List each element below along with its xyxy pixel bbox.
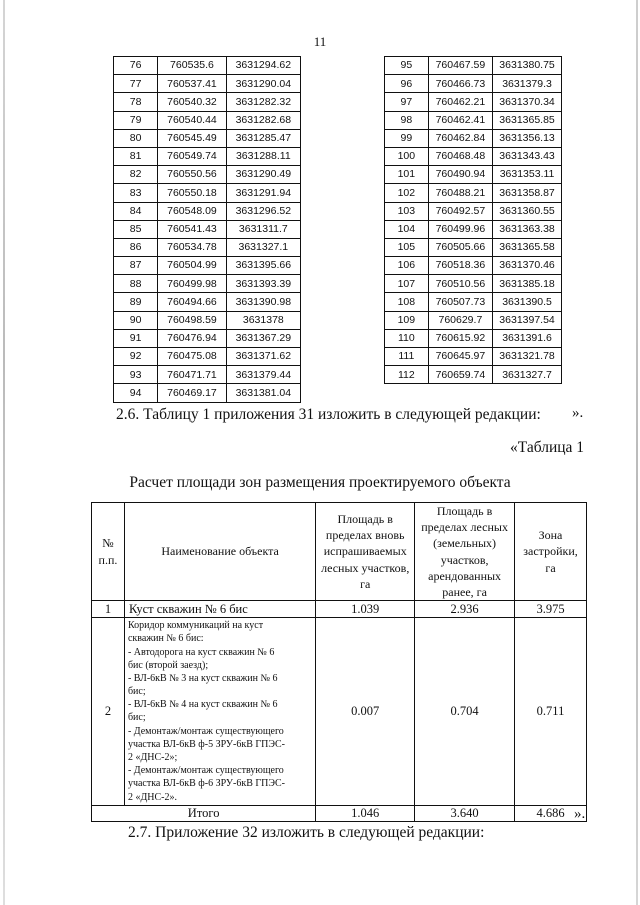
coord-x: 760468.48: [428, 147, 492, 165]
table-row: [385, 57, 562, 75]
point-number: 104: [385, 220, 429, 238]
row1-name: Куст скважин № 6 бис: [124, 601, 315, 618]
area-table-header-row: [92, 503, 587, 601]
table-row: [114, 111, 301, 129]
table-row: [385, 275, 562, 293]
table-row: [385, 220, 562, 238]
area-table: [91, 502, 587, 822]
coord-y: 3631393.39: [226, 275, 300, 293]
table-row: [385, 166, 562, 184]
row2-num: 2: [92, 618, 125, 806]
coord-x: 760534.78: [158, 238, 226, 256]
total-zone: 4.686: [515, 805, 587, 821]
coordinates-table-left: [113, 56, 301, 403]
coord-x: 760488.21: [428, 184, 492, 202]
table-row: [114, 238, 301, 256]
table-row: [385, 184, 562, 202]
header-new-area: Площадь в пределах вновь испрашиваемых лесных участков, га: [316, 503, 415, 601]
point-number: 102: [385, 184, 429, 202]
coord-x: 760548.09: [158, 202, 226, 220]
table-row: [92, 618, 587, 806]
row1-num: 1: [92, 601, 125, 618]
table-row: [114, 257, 301, 275]
row2-name-line: Коридор коммуникаций на куст: [127, 620, 264, 632]
point-number: 95: [385, 57, 429, 75]
coord-x: 760499.98: [158, 275, 226, 293]
point-number: 92: [114, 348, 158, 366]
table-row: [114, 184, 301, 202]
coord-y: 3631296.52: [226, 202, 300, 220]
header-num: № п.п.: [92, 503, 125, 601]
coord-y: 3631343.43: [493, 147, 562, 165]
coord-y: 3631371.62: [226, 348, 300, 366]
coord-y: 3631327.7: [493, 366, 562, 384]
point-number: 111: [385, 348, 429, 366]
coord-y: 3631327.1: [226, 238, 300, 256]
table-row: [92, 601, 587, 618]
point-number: 80: [114, 129, 158, 147]
row2-name-line: 2 «ДНС-2».: [127, 791, 177, 803]
coord-y: 3631380.75: [493, 57, 562, 75]
paragraph-2-6: 2.6. Таблицу 1 приложения 31 изложить в следующей редакции:: [116, 406, 541, 423]
table-row: [385, 202, 562, 220]
table-row: [114, 311, 301, 329]
coord-x: 760466.73: [428, 75, 492, 93]
coord-y: 3631367.29: [226, 329, 300, 347]
table-row: [114, 129, 301, 147]
coord-x: 760507.73: [428, 293, 492, 311]
table-row: [385, 257, 562, 275]
coord-y: 3631370.34: [493, 93, 562, 111]
coord-x: 760645.97: [428, 348, 492, 366]
table-row: [114, 147, 301, 165]
coord-y: 3631363.38: [493, 220, 562, 238]
coord-y: 3631291.94: [226, 184, 300, 202]
table-row: [385, 366, 562, 384]
point-number: 107: [385, 275, 429, 293]
point-number: 88: [114, 275, 158, 293]
row2-name-line: - ВЛ-6кВ № 3 на куст скважин № 6: [127, 672, 278, 684]
coordinates-table-right: [384, 56, 562, 384]
table-row: [114, 75, 301, 93]
point-number: 91: [114, 329, 158, 347]
coord-y: 3631385.18: [493, 275, 562, 293]
point-number: 101: [385, 166, 429, 184]
coord-y: 3631391.6: [493, 329, 562, 347]
coord-x: 760462.84: [428, 129, 492, 147]
table-row: [385, 129, 562, 147]
table-row: [385, 93, 562, 111]
point-number: 82: [114, 166, 158, 184]
table-row: [114, 166, 301, 184]
point-number: 83: [114, 184, 158, 202]
coord-x: 760550.18: [158, 184, 226, 202]
row2-name-line: - Демонтаж/монтаж существующего: [127, 765, 284, 777]
coord-y: 3631282.32: [226, 93, 300, 111]
coord-x: 760498.59: [158, 311, 226, 329]
coord-y: 3631360.55: [493, 202, 562, 220]
coord-x: 760629.7: [428, 311, 492, 329]
point-number: 76: [114, 57, 158, 75]
row2-name-line: - Автодорога на куст скважин № 6: [127, 646, 275, 658]
row1-new-area: 1.039: [316, 601, 415, 618]
coord-y: 3631290.04: [226, 75, 300, 93]
coord-x: 760504.99: [158, 257, 226, 275]
total-row: [92, 805, 587, 821]
table-row: [114, 220, 301, 238]
row2-leased-area: 0.704: [415, 618, 515, 806]
coord-y: 3631379.3: [493, 75, 562, 93]
table-row: [385, 329, 562, 347]
row2-name-line: - Демонтаж/монтаж существующего: [127, 725, 284, 737]
point-number: 108: [385, 293, 429, 311]
point-number: 106: [385, 257, 429, 275]
coord-y: 3631321.78: [493, 348, 562, 366]
point-number: 94: [114, 384, 158, 402]
row1-zone: 3.975: [515, 601, 587, 618]
table-row: [385, 311, 562, 329]
table-row: [385, 293, 562, 311]
point-number: 98: [385, 111, 429, 129]
coord-x: 760476.94: [158, 329, 226, 347]
coord-x: 760518.36: [428, 257, 492, 275]
row2-name-line: участка ВЛ-6кВ ф-5 ЗРУ-6кВ ГПЭС-: [127, 738, 285, 750]
row2-name-line: бис;: [127, 686, 146, 698]
point-number: 84: [114, 202, 158, 220]
point-number: 100: [385, 147, 429, 165]
coord-x: 760540.32: [158, 93, 226, 111]
coord-x: 760462.41: [428, 111, 492, 129]
table-row: [114, 366, 301, 384]
coord-x: 760510.56: [428, 275, 492, 293]
coord-x: 760505.66: [428, 238, 492, 256]
point-number: 103: [385, 202, 429, 220]
coord-y: 3631282.68: [226, 111, 300, 129]
coord-y: 3631285.47: [226, 129, 300, 147]
point-number: 105: [385, 238, 429, 256]
table-row: [114, 348, 301, 366]
coord-y: 3631365.85: [493, 111, 562, 129]
coord-x: 760462.21: [428, 93, 492, 111]
coord-y: 3631356.13: [493, 129, 562, 147]
row2-zone: 0.711: [515, 618, 587, 806]
coord-x: 760490.94: [428, 166, 492, 184]
row2-name-line: участка ВЛ-6кВ ф-6 ЗРУ-6кВ ГПЭС-: [127, 778, 285, 790]
coord-y: 3631353.11: [493, 166, 562, 184]
point-number: 78: [114, 93, 158, 111]
point-number: 86: [114, 238, 158, 256]
table-row: [114, 93, 301, 111]
coord-y: 3631397.54: [493, 311, 562, 329]
point-number: 93: [114, 366, 158, 384]
table-row: [114, 384, 301, 402]
coord-y: 3631395.66: [226, 257, 300, 275]
scan-edge-right: [636, 0, 638, 905]
point-number: 96: [385, 75, 429, 93]
row1-leased-area: 2.936: [415, 601, 515, 618]
point-number: 90: [114, 311, 158, 329]
row2-name: [124, 618, 315, 806]
coord-y: 3631390.98: [226, 293, 300, 311]
coord-y: 3631381.04: [226, 384, 300, 402]
coord-x: 760469.17: [158, 384, 226, 402]
row2-name-line: скважин № 6 бис:: [127, 633, 204, 645]
scan-edge-left: [3, 0, 5, 905]
table-row: [114, 329, 301, 347]
coord-x: 760537.41: [158, 75, 226, 93]
coord-x: 760535.6: [158, 57, 226, 75]
coord-y: 3631370.46: [493, 257, 562, 275]
header-name: Наименование объекта: [124, 503, 315, 601]
coord-x: 760549.74: [158, 147, 226, 165]
coord-x: 760540.44: [158, 111, 226, 129]
coord-x: 760615.92: [428, 329, 492, 347]
table-label: «Таблица 1: [510, 439, 585, 456]
point-number: 79: [114, 111, 158, 129]
table-row: [114, 293, 301, 311]
row2-new-area: 0.007: [316, 618, 415, 806]
coord-x: 760541.43: [158, 220, 226, 238]
point-number: 85: [114, 220, 158, 238]
header-zone: Зона застройки, га: [515, 503, 587, 601]
coord-y: 3631378: [226, 311, 300, 329]
table-title: Расчет площади зон размещения проектируемого объекта: [129, 474, 511, 491]
coord-y: 3631379.44: [226, 366, 300, 384]
table-row: [385, 111, 562, 129]
row2-name-line: бис;: [127, 712, 146, 724]
total-label: Итого: [92, 805, 316, 821]
coord-x: 760475.08: [158, 348, 226, 366]
table-row: [385, 348, 562, 366]
table-row: [114, 275, 301, 293]
table-row: [385, 147, 562, 165]
total-leased-area: 3.640: [415, 805, 515, 821]
point-number: 110: [385, 329, 429, 347]
coord-x: 760494.66: [158, 293, 226, 311]
coord-y: 3631358.87: [493, 184, 562, 202]
table-row: [385, 75, 562, 93]
coord-x: 760499.96: [428, 220, 492, 238]
row2-name-line: 2 «ДНС-2»;: [127, 752, 178, 763]
coord-y: 3631311.7: [226, 220, 300, 238]
point-number: 112: [385, 366, 429, 384]
coord-y: 3631294.62: [226, 57, 300, 75]
coord-x: 760471.71: [158, 366, 226, 384]
row2-name-line: бис (второй заезд);: [127, 659, 209, 671]
coord-x: 760659.74: [428, 366, 492, 384]
table-row: [114, 202, 301, 220]
row2-name-line: - ВЛ-6кВ № 4 на куст скважин № 6: [127, 699, 278, 711]
coord-y: 3631365.58: [493, 238, 562, 256]
coord-y: 3631288.11: [226, 147, 300, 165]
table-row: [114, 57, 301, 75]
point-number: 89: [114, 293, 158, 311]
total-new-area: 1.046: [316, 805, 415, 821]
closing-quote-2: ».: [574, 806, 586, 822]
point-number: 97: [385, 93, 429, 111]
header-leased-area: Площадь в пределах лесных (земельных) участков, арендованных ранее, га: [415, 503, 515, 601]
table-row: [385, 238, 562, 256]
paragraph-2-7: 2.7. Приложение 32 изложить в следующей редакции:: [128, 824, 485, 841]
coord-y: 3631390.5: [493, 293, 562, 311]
point-number: 87: [114, 257, 158, 275]
coord-y: 3631290.49: [226, 166, 300, 184]
page-number: 11: [313, 34, 327, 49]
point-number: 109: [385, 311, 429, 329]
coord-x: 760492.57: [428, 202, 492, 220]
point-number: 99: [385, 129, 429, 147]
coord-x: 760550.56: [158, 166, 226, 184]
coord-x: 760467.59: [428, 57, 492, 75]
point-number: 81: [114, 147, 158, 165]
coord-x: 760545.49: [158, 129, 226, 147]
point-number: 77: [114, 75, 158, 93]
closing-quote: ».: [572, 405, 584, 421]
